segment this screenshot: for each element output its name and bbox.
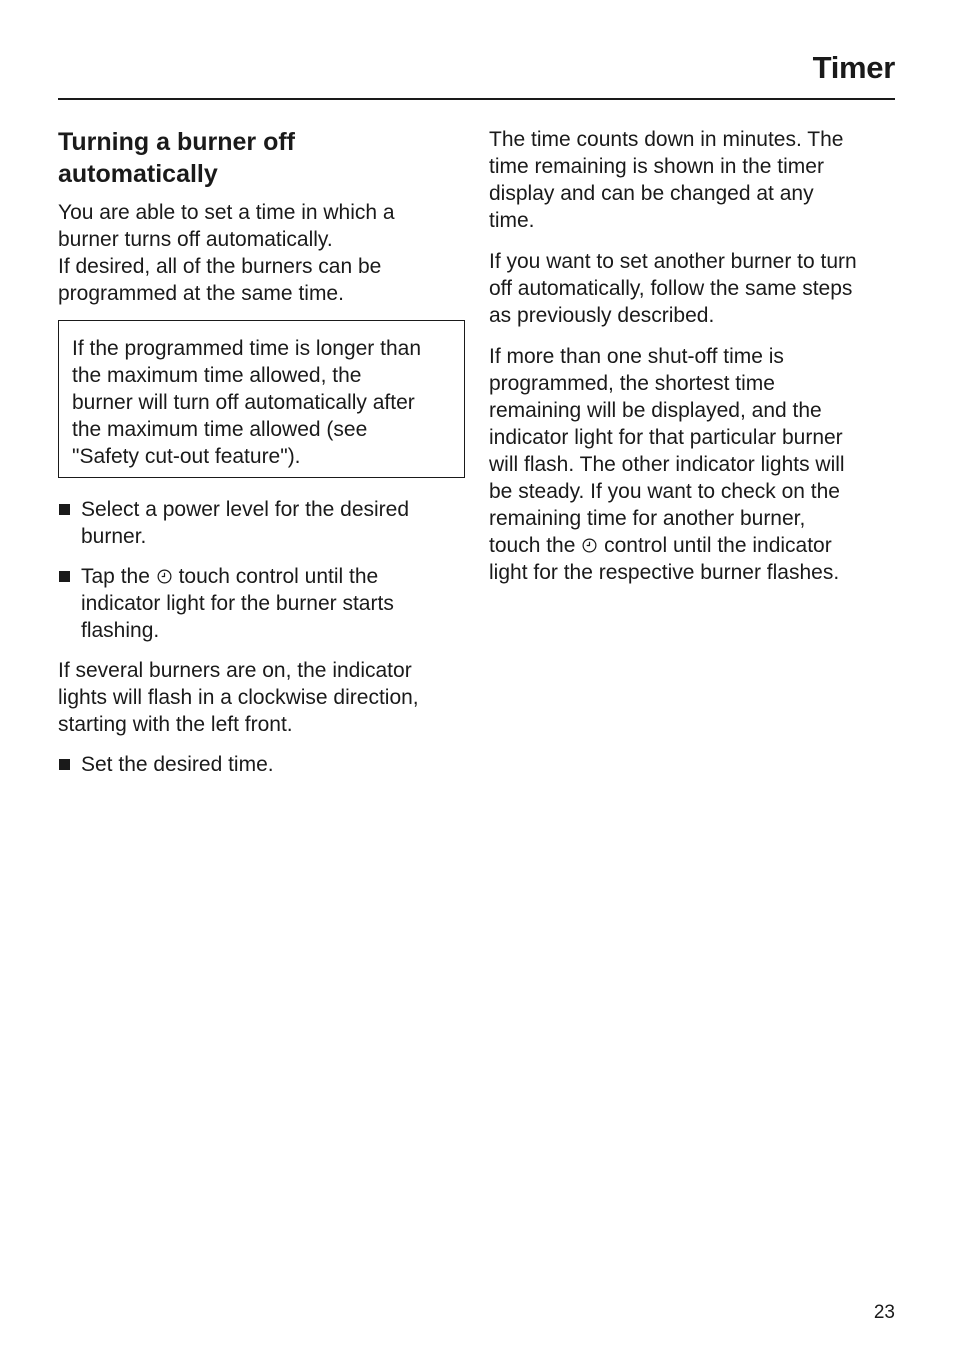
- text-line: The time counts down in minutes. The: [489, 128, 844, 151]
- step-text: Tap the: [81, 565, 150, 588]
- step-line: burner.: [81, 525, 147, 548]
- step-text: touch control until the: [178, 565, 379, 588]
- text-line: programmed at the same time.: [58, 282, 344, 305]
- section-heading: [58, 126, 358, 190]
- page-title: Timer: [812, 50, 895, 85]
- text-line: remaining time for another burner,: [489, 507, 806, 530]
- text-line: [489, 532, 899, 559]
- square-bullet-icon: [59, 759, 70, 770]
- heading-line: Turning a burner off: [58, 128, 296, 156]
- text-line: burner turns off automatically.: [58, 228, 333, 251]
- step-line: [81, 563, 468, 590]
- text-line: time remaining is shown in the timer: [489, 155, 824, 178]
- text-line: be steady. If you want to check on the: [489, 480, 840, 503]
- text-line: programmed, the shortest time: [489, 372, 775, 395]
- text-line: indicator light for that particular burner: [489, 426, 843, 449]
- text-line: lights will flash in a clockwise direction,: [58, 686, 419, 709]
- text-line: off automatically, follow the same steps: [489, 277, 853, 300]
- note-box: [58, 320, 465, 478]
- note-line: "Safety cut-out feature").: [72, 445, 301, 468]
- step-line: Set the desired time.: [81, 753, 274, 776]
- note-line: If the programmed time is longer than: [72, 337, 422, 360]
- text-line: If desired, all of the burners can be: [58, 255, 382, 278]
- step-tap-timer: [58, 563, 468, 644]
- text-line: If you want to set another burner to turn: [489, 250, 857, 273]
- header-divider: [58, 98, 895, 100]
- text-line: remaining will be displayed, and the: [489, 399, 822, 422]
- text-fragment: touch the: [489, 534, 576, 557]
- text-line: light for the respective burner flashes.: [489, 561, 840, 584]
- multiple-times-paragraph: [489, 343, 899, 586]
- note-line: the maximum time allowed (see: [72, 418, 368, 441]
- text-line: If more than one shut-off time is: [489, 345, 784, 368]
- step-line: Select a power level for the desired: [81, 498, 410, 521]
- left-column: [58, 126, 468, 791]
- text-line: If several burners are on, the indicator: [58, 659, 412, 682]
- intro-paragraph: [58, 199, 468, 307]
- text-line: as previously described.: [489, 304, 715, 327]
- text-fragment: control until the indicator: [604, 534, 832, 557]
- countdown-paragraph: [489, 126, 899, 234]
- page-number: 23: [873, 1302, 895, 1323]
- note-line: the maximum time allowed, the: [72, 364, 362, 387]
- square-bullet-icon: [59, 571, 70, 582]
- clock-icon: [582, 538, 597, 553]
- text-line: You are able to set a time in which a: [58, 201, 395, 224]
- clock-icon: [157, 569, 172, 584]
- step-line: indicator light for the burner starts: [81, 592, 394, 615]
- step-select-power: [58, 496, 468, 550]
- another-burner-paragraph: [489, 248, 899, 329]
- step-line: flashing.: [81, 619, 160, 642]
- text-line: display and can be changed at any: [489, 182, 814, 205]
- heading-line: automatically: [58, 160, 218, 188]
- text-line: time.: [489, 209, 535, 232]
- square-bullet-icon: [59, 504, 70, 515]
- step-set-time: [58, 751, 468, 778]
- text-line: will flash. The other indicator lights will: [489, 453, 845, 476]
- several-burners-paragraph: [58, 657, 468, 738]
- text-line: starting with the left front.: [58, 713, 293, 736]
- right-column: [489, 126, 899, 600]
- note-line: burner will turn off automatically after: [72, 391, 415, 414]
